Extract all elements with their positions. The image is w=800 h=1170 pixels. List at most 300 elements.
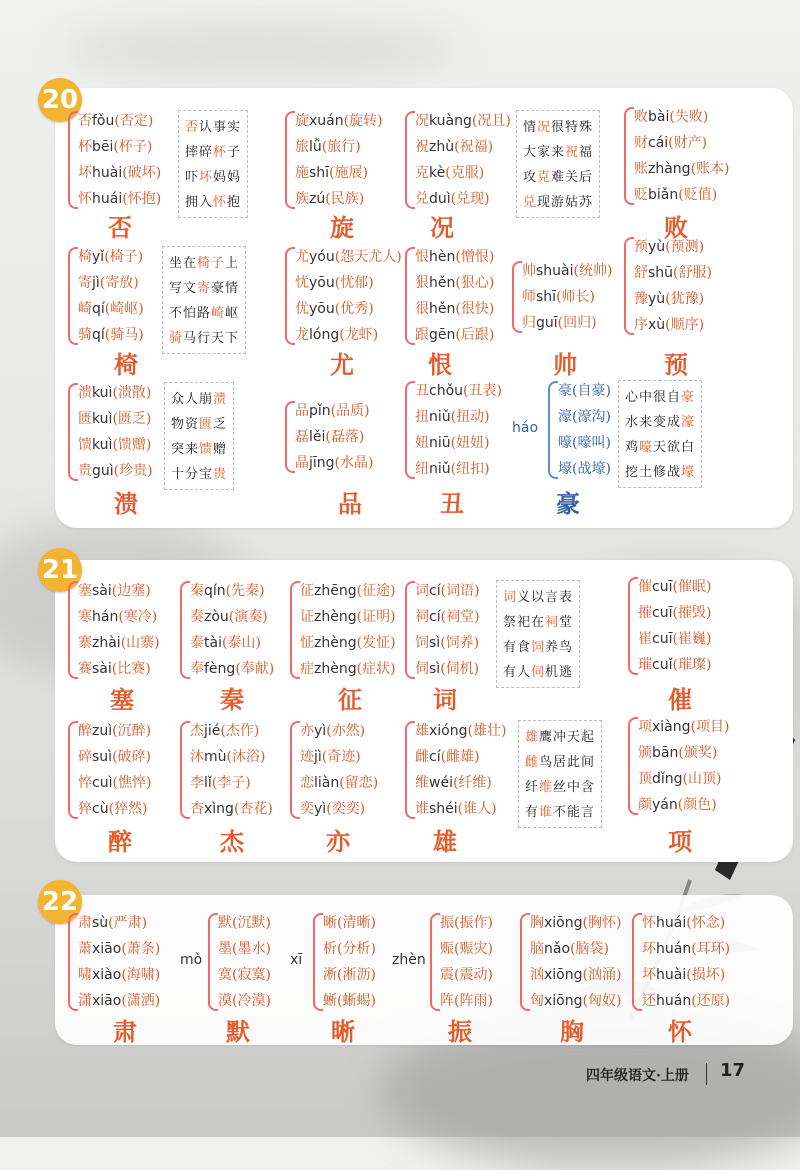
word-item: 潇xiāo(潇洒) [78, 993, 161, 1009]
headword-hen [420, 345, 460, 380]
word-item: 震(震动) [440, 967, 493, 983]
word-char: 塞 [78, 583, 92, 599]
word-char: 伺 [415, 661, 429, 677]
word-item: 伺sì(伺机) [415, 661, 480, 677]
group-brace [624, 107, 634, 205]
word-char: 椅 [78, 249, 92, 265]
word-char: 萧 [78, 941, 92, 957]
word-char: 雄 [415, 723, 429, 739]
phrase-line [169, 326, 239, 351]
phrase-part: 维 [539, 780, 554, 795]
word-char: 恋 [300, 775, 314, 791]
char-group-yi [68, 244, 168, 348]
headword-char: 默 [226, 1017, 250, 1046]
word-char: 优 [295, 301, 309, 317]
phrase-part: 怀 [213, 195, 228, 210]
headword-huai [660, 1012, 700, 1047]
char-group-jie [180, 718, 280, 822]
headword-hao [548, 484, 588, 519]
group-brace [285, 247, 295, 345]
word-example: 怨天尤人 [340, 249, 397, 265]
word-example: 憎恨 [460, 249, 489, 265]
word-pinyin: sì [429, 635, 441, 651]
headword-char: 项 [668, 827, 692, 856]
word-item: 妞niū(妞妞) [415, 435, 490, 451]
char-group-xiong2 [520, 910, 630, 1014]
word-char: 豫 [634, 291, 648, 307]
word-item: 豪(自豪) [558, 383, 611, 399]
group-brace [68, 913, 78, 1011]
phrase-part: 有 [525, 805, 540, 820]
group-brace [290, 581, 300, 679]
word-item: 壕(战壕) [558, 461, 611, 477]
shared-pinyin-label: háo [512, 420, 539, 436]
word-example: 破坏 [127, 165, 156, 181]
phrase-line [525, 800, 595, 825]
phrase-part: 雄 [525, 730, 540, 745]
word-example: 项目 [695, 719, 724, 735]
word-char: 证 [300, 609, 314, 625]
phrase-part: 寄 [197, 281, 212, 296]
word-char: 否 [78, 113, 92, 129]
word-pinyin: chǒu [429, 383, 464, 399]
group-brace [68, 721, 78, 819]
word-item: 贬biǎn(贬值) [634, 187, 718, 203]
word-pinyin: yóu [309, 249, 335, 265]
phrase-part: 雌 [525, 755, 540, 770]
headword-char: 尤 [330, 350, 354, 379]
word-example: 品质 [336, 403, 365, 419]
word-char: 寒 [78, 609, 92, 625]
char-group-xi [313, 910, 393, 1014]
word-item: 默(沉默) [218, 915, 271, 931]
phrase-part: 上 [225, 256, 240, 271]
word-item: 催cuī(催眠) [638, 579, 712, 595]
phrase-line [171, 462, 227, 487]
word-char: 怀 [642, 915, 656, 931]
word-item: 奏zòu(演奏) [190, 609, 268, 625]
word-char: 扭 [415, 409, 429, 425]
group-brace [405, 721, 415, 819]
word-char: 碎 [78, 749, 92, 765]
word-pinyin: liàn [314, 775, 340, 791]
group-brace [628, 577, 638, 675]
word-item: 饲sì(饲养) [415, 635, 480, 651]
headword-char: 征 [338, 685, 362, 714]
word-example: 后跟 [460, 327, 489, 343]
word-char: 祝 [415, 139, 429, 155]
word-char: 词 [415, 583, 429, 599]
phrase-part: 有人 [503, 665, 532, 680]
headword-sai [102, 680, 142, 715]
word-char: 很 [415, 301, 429, 317]
phrase-part: 福 [579, 145, 594, 160]
phrase-part: 馈 [199, 442, 214, 457]
group-brace [68, 383, 78, 481]
word-example: 淅沥 [342, 967, 371, 983]
word-pinyin: niū [429, 435, 451, 451]
word-item: 豫yù(犹豫) [634, 291, 705, 307]
headword-char: 亦 [326, 827, 350, 856]
headword-xi [323, 1012, 363, 1047]
word-example: 憔悴 [117, 775, 146, 791]
word-example: 奕奕 [331, 801, 360, 817]
headword-char: 预 [664, 350, 688, 379]
word-example: 犹豫 [670, 291, 699, 307]
phrase-part: 赠 [213, 442, 228, 457]
word-char: 维 [415, 775, 429, 791]
headword-char: 品 [338, 489, 362, 518]
word-char: 默 [218, 915, 232, 931]
word-example: 谁人 [463, 801, 492, 817]
group-brace [285, 401, 295, 473]
word-pinyin: zú [309, 191, 326, 207]
word-item: 环huán(耳环) [642, 941, 731, 957]
phrase-part: 养鸟 [545, 640, 574, 655]
word-example: 溃散 [117, 385, 146, 401]
word-pinyin: xiōng [544, 967, 583, 983]
word-pinyin: kuàng [429, 113, 472, 129]
word-example: 沉默 [237, 915, 266, 931]
word-item: 雄xióng(雄壮) [415, 723, 507, 739]
word-pinyin: qí [92, 327, 105, 343]
word-item: 师shī(师长) [522, 289, 595, 305]
word-example: 萧条 [126, 941, 155, 957]
word-char: 淅 [323, 967, 337, 983]
word-item: 贵guì(珍贵) [78, 463, 153, 479]
group-brace [68, 247, 78, 345]
phrase-part: 攻 [523, 170, 538, 185]
word-example: 潇洒 [126, 993, 155, 1009]
word-pinyin: yù [648, 239, 666, 255]
group-brace [208, 913, 218, 1011]
word-char: 财 [634, 135, 648, 151]
word-item: 溃kuì(溃散) [78, 385, 152, 401]
word-pinyin: huái [92, 191, 123, 207]
word-char: 阵 [440, 993, 454, 1009]
word-pinyin: jīng [309, 455, 335, 471]
word-char: 寨 [78, 635, 92, 651]
word-char: 跟 [415, 327, 429, 343]
word-item: 阵(阵雨) [440, 993, 493, 1009]
phrase-part: 克 [537, 170, 552, 185]
word-char: 项 [638, 719, 652, 735]
phrase-part: 鹰冲天起 [539, 730, 596, 745]
phrase-box-xiong [518, 720, 602, 828]
phrase-part: 濠 [681, 415, 696, 430]
phrase-part: 乏 [213, 417, 228, 432]
word-char: 蜥 [323, 993, 337, 1009]
headword-xuan [322, 208, 362, 243]
word-item: 维wéi(纤维) [415, 775, 492, 791]
word-example: 忧郁 [340, 275, 369, 291]
word-item: 坏huài(破坏) [78, 165, 162, 181]
word-pinyin: lǐ [204, 775, 212, 791]
headword-chou [432, 484, 472, 519]
phrase-line [503, 585, 573, 610]
group-brace [632, 913, 642, 1011]
headword-char: 况 [430, 213, 454, 242]
phrase-part: 物资 [171, 417, 200, 432]
word-item: 兑duì(兑现) [415, 191, 490, 207]
word-item: 词cí(词语) [415, 583, 480, 599]
word-example: 椅子 [109, 249, 138, 265]
word-example: 失败 [674, 109, 703, 125]
word-char: 磊 [295, 429, 309, 445]
word-pinyin: yì [314, 723, 327, 739]
word-item: 碎suì(破碎) [78, 749, 151, 765]
word-item: 奕yì(奕奕) [300, 801, 366, 817]
phrase-part: 鸡 [625, 440, 640, 455]
word-char: 丑 [415, 383, 429, 399]
word-example: 怀念 [691, 915, 720, 931]
word-pinyin: xù [648, 317, 666, 333]
word-pinyin: biǎn [648, 187, 679, 203]
word-char: 杰 [190, 723, 204, 739]
word-pinyin: bài [648, 109, 670, 125]
group-brace [520, 913, 530, 1011]
word-example: 账本 [696, 161, 725, 177]
word-pinyin: guì [92, 463, 114, 479]
word-pinyin: niǔ [429, 409, 451, 425]
word-pinyin: kuì [92, 411, 113, 427]
word-example: 自豪 [577, 383, 606, 399]
word-item: 萧xiāo(萧条) [78, 941, 161, 957]
word-example: 骑马 [110, 327, 139, 343]
word-pinyin: zhèng [314, 635, 357, 651]
word-example: 很快 [460, 301, 489, 317]
phrase-part: 否 [185, 120, 200, 135]
word-pinyin: hěn [429, 275, 456, 291]
word-item: 馈kuì(馈赠) [78, 437, 152, 453]
phrase-line [625, 385, 695, 410]
word-example: 汹涌 [587, 967, 616, 983]
word-pinyin: huán [656, 993, 692, 1009]
word-item: 狠hěn(狠心) [415, 275, 495, 291]
word-pinyin: jì [314, 749, 322, 765]
word-example: 破碎 [117, 749, 146, 765]
word-example: 旅行 [327, 139, 356, 155]
group-brace [68, 111, 78, 209]
phrase-part: 壕 [681, 465, 696, 480]
headword-fou [100, 208, 140, 243]
word-char: 沐 [190, 749, 204, 765]
word-pinyin: kè [429, 165, 446, 181]
word-char: 泰 [190, 635, 204, 651]
word-example: 丑表 [468, 383, 497, 399]
word-pinyin: nǎo [544, 941, 571, 957]
word-example: 颁奖 [683, 745, 712, 761]
headword-char: 否 [108, 213, 132, 242]
word-pinyin: zuì [92, 723, 113, 739]
phrase-part: 兑 [523, 195, 538, 210]
headword-char: 振 [448, 1017, 472, 1046]
word-pinyin: sù [92, 915, 109, 931]
phrase-part: 抱 [227, 195, 242, 210]
word-pinyin: dǐng [652, 771, 683, 787]
shared-pinyin-label: zhèn [392, 952, 426, 968]
word-example: 磊落 [330, 429, 359, 445]
word-char: 寄 [78, 275, 92, 291]
word-item: 晰(清晰) [323, 915, 376, 931]
word-example: 寒冷 [123, 609, 152, 625]
phrase-part: 十分宝 [171, 467, 214, 482]
word-char: 序 [634, 317, 648, 333]
word-item: 杏xìng(杏花) [190, 801, 273, 817]
char-group-su [68, 910, 168, 1014]
char-group-fou [68, 108, 178, 212]
footer-book-title: 四年级语文·上册 [586, 1068, 689, 1084]
word-char: 怔 [300, 635, 314, 651]
word-char: 赛 [78, 661, 92, 677]
headword-char: 秦 [220, 685, 244, 714]
word-item: 祠cí(祠堂) [415, 609, 480, 625]
word-item: 症zhèng(症状) [300, 661, 396, 677]
headword-zhen [440, 1012, 480, 1047]
word-char: 悴 [78, 775, 92, 791]
phrase-part: 突来 [171, 442, 200, 457]
headword-char: 雄 [433, 827, 457, 856]
char-group-chou [405, 378, 505, 482]
word-item: 醉zuì(沉醉) [78, 723, 152, 739]
phrase-part: 妈妈 [213, 170, 242, 185]
word-char: 李 [190, 775, 204, 791]
word-char: 秦 [190, 583, 204, 599]
word-example: 嚎叫 [577, 435, 606, 451]
word-example: 猝然 [114, 801, 143, 817]
word-item: 濠(濠沟) [558, 409, 611, 425]
word-pinyin: shū [648, 265, 674, 281]
word-item: 证zhèng(证明) [300, 609, 396, 625]
word-char: 舒 [634, 265, 648, 281]
phrase-part: 况 [537, 120, 552, 135]
word-pinyin: huán [656, 941, 692, 957]
word-item: 预yù(预测) [634, 239, 705, 255]
word-pinyin: jì [92, 275, 100, 291]
phrase-line [523, 140, 593, 165]
phrase-part: 祠 [545, 615, 560, 630]
phrase-part: 饲 [531, 640, 546, 655]
phrase-line [625, 435, 695, 460]
word-example: 顺序 [670, 317, 699, 333]
word-pinyin: xiōng [544, 993, 583, 1009]
word-pinyin: cuī [652, 579, 673, 595]
word-example: 崎岖 [110, 301, 139, 317]
word-pinyin: yǐ [92, 249, 105, 265]
word-item: 财cái(财产) [634, 135, 708, 151]
word-pinyin: lóng [309, 327, 340, 343]
char-group-you [285, 244, 405, 348]
headword-kui [106, 484, 146, 519]
headword-zheng [330, 680, 370, 715]
headword-mo [218, 1012, 258, 1047]
word-example: 濠沟 [577, 409, 606, 425]
word-pinyin: yù [648, 291, 666, 307]
word-item: 沐mù(沐浴) [190, 749, 266, 765]
group-brace [430, 913, 440, 1011]
word-item: 丑chǒu(丑表) [415, 383, 502, 399]
word-char: 振 [440, 915, 454, 931]
phrase-part: 伺 [531, 665, 546, 680]
group-brace [180, 721, 190, 819]
word-char: 豪 [558, 383, 572, 399]
headword-char: 肃 [113, 1017, 137, 1046]
word-pinyin: huái [656, 915, 687, 931]
headword-shuai [545, 345, 585, 380]
word-char: 迹 [300, 749, 314, 765]
word-pinyin: huài [92, 165, 123, 181]
char-group-xuan [285, 108, 395, 212]
word-pinyin: zhèng [314, 661, 357, 677]
headword-char: 丑 [440, 489, 464, 518]
phrase-line [171, 387, 227, 412]
headword-jie [212, 822, 252, 857]
word-pinyin: pǐn [309, 403, 331, 419]
word-example: 李子 [217, 775, 246, 791]
phrase-part: 拥入 [185, 195, 214, 210]
word-item: 颁bān(颁奖) [638, 745, 718, 761]
word-item: 顶dǐng(山顶) [638, 771, 722, 787]
phrase-line [171, 412, 227, 437]
word-example: 寂寞 [237, 967, 266, 983]
word-char: 崎 [78, 301, 92, 317]
word-example: 狠心 [460, 275, 489, 291]
word-item: 旋xuán(旋转) [295, 113, 383, 129]
word-item: 否fǒu(否定) [78, 113, 154, 129]
word-item: 墨(墨水) [218, 941, 271, 957]
word-item: 脑nǎo(脑袋) [530, 941, 609, 957]
phrase-box-hao [618, 380, 702, 488]
word-item: 奉fèng(奉献) [190, 661, 275, 677]
group-brace [285, 111, 295, 209]
word-char: 归 [522, 315, 536, 331]
word-example: 沐浴 [231, 749, 260, 765]
phrase-part: 祝 [565, 145, 580, 160]
word-char: 况 [415, 113, 429, 129]
word-item: 雌cí(雌雄) [415, 749, 480, 765]
word-pinyin: huài [656, 967, 687, 983]
phrase-part: 崎 [211, 306, 226, 321]
headword-xiang [660, 822, 700, 857]
page-number: 17 [720, 1060, 746, 1081]
char-group-yu [624, 234, 744, 338]
headword-char: 溃 [114, 489, 138, 518]
phrase-part: 难关后 [551, 170, 594, 185]
word-item: 扭niǔ(扭动) [415, 409, 490, 425]
headword-char: 胸 [560, 1017, 584, 1046]
word-example: 饲养 [445, 635, 474, 651]
word-char: 寞 [218, 967, 232, 983]
word-pinyin: suì [92, 749, 113, 765]
word-item: 杯bēi(杯子) [78, 139, 153, 155]
word-char: 濠 [558, 409, 572, 425]
word-char: 贵 [78, 463, 92, 479]
word-pinyin: hán [92, 609, 119, 625]
word-item: 秦qín(先秦) [190, 583, 265, 599]
word-example: 旋转 [349, 113, 378, 129]
word-char: 恨 [415, 249, 429, 265]
phrase-part: 溃 [213, 392, 228, 407]
phrase-part: 骑 [169, 331, 184, 346]
word-example: 颜色 [683, 797, 712, 813]
word-pinyin: kuì [92, 437, 113, 453]
char-group-xiang [628, 714, 748, 818]
headword-qin [212, 680, 252, 715]
word-item: 漠(冷漠) [218, 993, 271, 1009]
word-example: 征途 [362, 583, 391, 599]
word-pinyin: fèng [204, 661, 236, 677]
word-pinyin: cí [429, 583, 441, 599]
